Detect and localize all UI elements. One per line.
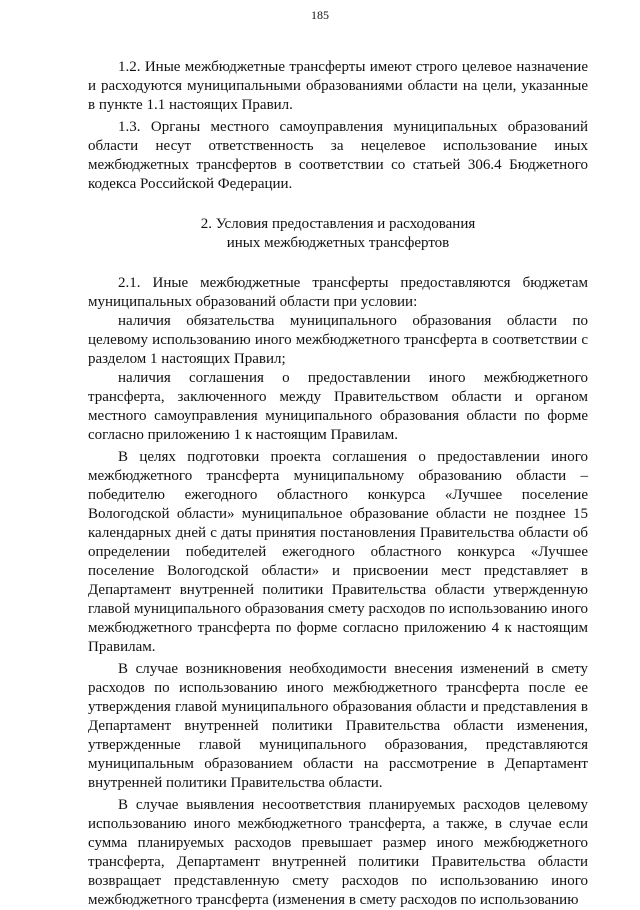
paragraph-condition-agreement: наличия соглашения о предоставлении иного межбюджетного трансферта, заключенного между Правительством области и органом местного самоуправления муниципального образования области по форме согласно приложению 1 к настоящим Правилам. xyxy=(88,370,588,443)
section-heading-line-2: иных межбюджетных трансфертов xyxy=(226,235,450,251)
paragraph-mismatch-return: В случае выявления несоответствия планируемых расходов целевому использованию иного межбюджетного трансферта, а также, в случае если сумма планируемых расходов превышает размер иного межбюджетного трансферта, Департамент внутренней политики Правительства области возвращает представленную смету расходов по использованию иного межбюджетного трансферта (изменения в смету расходов по использованию xyxy=(88,797,588,908)
document-body xyxy=(88,58,588,910)
section-heading-line-1: 2. Условия предоставления и расходования xyxy=(200,216,476,232)
paragraph-1-2: 1.2. Иные межбюджетные трансферты имеют строго целевое назначение и расходуются муниципальными образованиями области на цели, указанные в пункте 1.1 настоящих Правил. xyxy=(88,59,588,113)
section-heading xyxy=(88,215,588,253)
paragraph-condition-obligation: наличия обязательства муниципального образования области по целевому использованию иного межбюджетного трансферта в соответствии с разделом 1 настоящих Правил; xyxy=(88,313,588,367)
page-number: 185 xyxy=(311,8,329,22)
paragraph-1-3: 1.3. Органы местного самоуправления муниципальных образований области несут ответственность за нецелевое использование иных межбюджетных трансфертов в соответствии со статьей 306.4 Бюджетного кодекса Российской Федерации. xyxy=(88,119,588,192)
paragraph-agreement-preparation: В целях подготовки проекта соглашения о предоставлении иного межбюджетного трансферта муниципальному образованию области – победителю ежегодного областного конкурса «Лучшее поселение Вологодской области» муниципальное образование области не позднее 15 календарных дней с даты принятия постановления Правительства области об определении победителей ежегодного областного конкурса «Лучшее поселение Вологодской области» и присвоении мест представляет в Департамент внутренней политики Правительства области утвержденную главой муниципального образования смету расходов по использованию иного межбюджетного трансферта по форме согласно приложению 4 к настоящим Правилам. xyxy=(88,449,588,655)
paragraph-2-1: 2.1. Иные межбюджетные трансферты предоставляются бюджетам муниципальных образований области при условии: xyxy=(88,275,588,310)
paragraph-estimate-changes: В случае возникновения необходимости внесения изменений в смету расходов по использованию иного межбюджетного трансферта после ее утверждения главой муниципального образования области и представления в Департамент внутренней политики Правительства области изменения, утвержденные главой муниципального образования, представляются муниципальным образованием области на рассмотрение в Департамент внутренней политики Правительства области. xyxy=(88,661,588,791)
